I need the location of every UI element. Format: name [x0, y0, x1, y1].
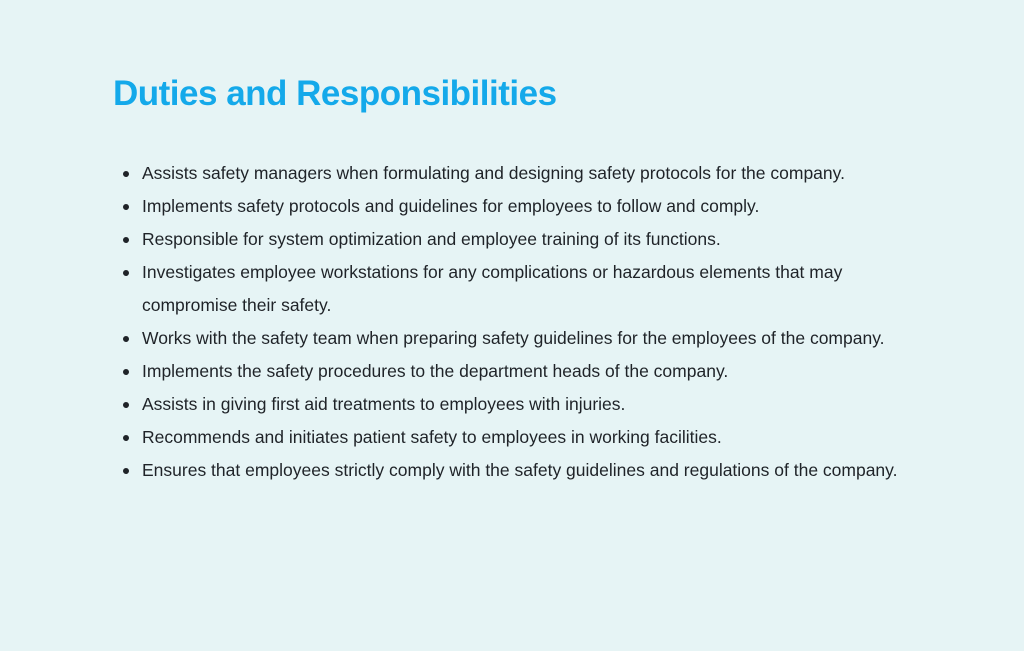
list-item: Assists in giving first aid treatments to employees with injuries. — [142, 388, 912, 421]
list-item: Works with the safety team when preparing safety guidelines for the employees of the company. — [142, 322, 912, 355]
list-item: Responsible for system optimization and employee training of its functions. — [142, 223, 912, 256]
list-item: Assists safety managers when formulating and designing safety protocols for the company. — [142, 157, 912, 190]
list-item: Recommends and initiates patient safety to employees in working facilities. — [142, 421, 912, 454]
list-item: Ensures that employees strictly comply with the safety guidelines and regulations of the company. — [142, 454, 912, 487]
list-item: Investigates employee workstations for any complications or hazardous elements that may compromise their safety. — [142, 256, 912, 322]
section-title: Duties and Responsibilities — [113, 74, 557, 113]
list-item: Implements safety protocols and guidelines for employees to follow and comply. — [142, 190, 912, 223]
list-item: Implements the safety procedures to the department heads of the company. — [142, 355, 912, 388]
duties-list — [142, 157, 912, 487]
